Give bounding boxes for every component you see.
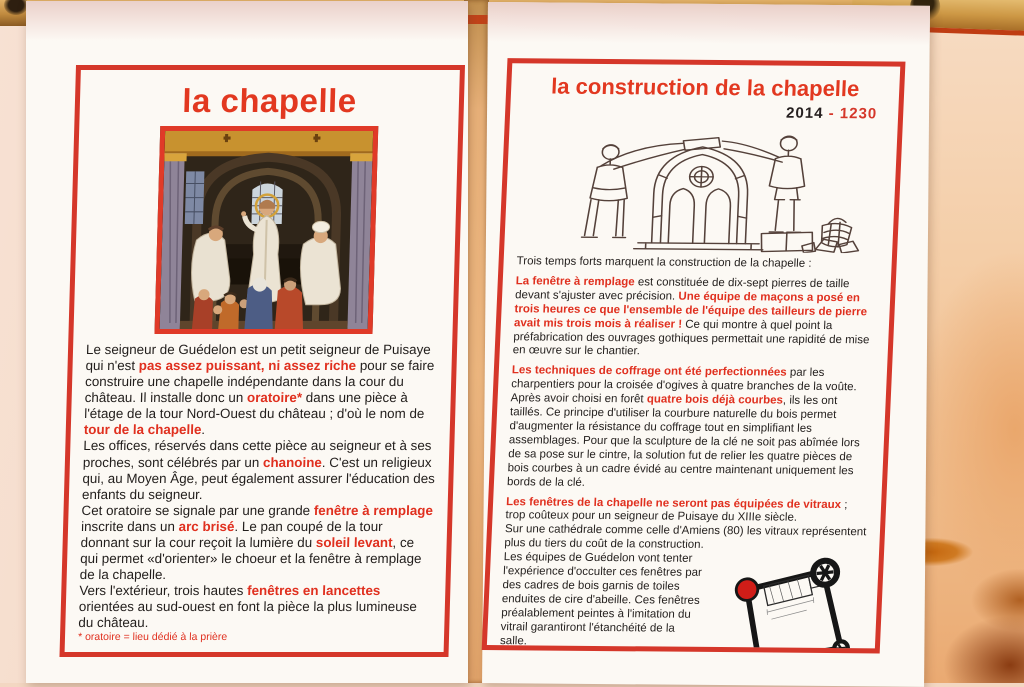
right-poster-title: la construction de la chapelle xyxy=(550,73,860,102)
date-end: 1230 xyxy=(839,105,878,123)
right-poster xyxy=(482,2,930,687)
left-poster xyxy=(26,1,468,683)
window-assembly-sketch-illustration xyxy=(532,122,870,253)
oratoire-footnote: * oratoire = lieu dédié à la prière xyxy=(77,631,228,644)
date-start: 2014 xyxy=(785,104,824,122)
paragraph: Vers l'extérieur, trois hautes fenêtres en lancettes orientées au sud-ouest en font la pièce la plus lumineuse du château. xyxy=(78,583,418,631)
paragraph: La fenêtre à remplage est constituée de dix-sept pierres de taille devant s'ajuster avec précision. Une équipe de maçons a posé en trois heures ce que l'ensemble de l'équipe des tailleurs de pierre avait mis trois mois à réaliser ! Ce qui montre à quel point la préfabrication des ouvrages gothiques permettait une rapidité de mise en œuvre sur le chantier. xyxy=(512,275,870,358)
medieval-miniature-illustration xyxy=(154,126,378,334)
left-poster-frame xyxy=(59,65,465,657)
left-poster-title: la chapelle xyxy=(181,82,358,119)
right-poster-body xyxy=(500,255,879,651)
paragraph: Le seigneur de Guédelon est un petit seigneur de Puisaye qui n'est pas assez puissant, ni assez riche pour se faire construire une chapelle indépendante dans la cour du château. Il installe donc un oratoire* dans une pièce à l'étage de la tour Nord-Ouest du château ; d'où le nom de tour de la chapelle. xyxy=(83,342,435,438)
paragraph-with-plan xyxy=(500,551,866,651)
medieval-miniature-icon xyxy=(159,131,373,329)
paragraph: Trois temps forts marquent la construction de la chapelle : xyxy=(516,255,812,270)
right-poster-frame xyxy=(482,58,906,653)
paragraph: Les techniques de coffrage ont été perfectionnées par les charpentiers pour la croisée d'ogives à quatre branches de la voûte. Après avoir choisi en forêt quatre bois déjà courbes, ils les ont taillés. Ce principe d'utiliser la courbure naturelle du bois permet d'augmenter la résistance du coffrage tout en simplifiant les assemblages. Pour que la sculpture de la clé ne soit pas abîmée lors de sa pose sur le cintre, la solution fut de relier les quatre pièces de bois courbes à un cadre évidé au centre maintenant uniquement les bords de la clé. xyxy=(506,364,861,489)
castle-plan-icon xyxy=(711,555,866,653)
left-poster-body xyxy=(78,342,439,644)
paragraph: Les fenêtres de la chapelle ne seront pas équipées de vitraux ; trop coûteux pour un seigneur de Puisaye du XIIIe siècle. Sur une cathédrale comme celle d'Amiens (80) les vitraux représentent plus du tiers du coût de la construction. xyxy=(504,495,867,552)
window-assembly-sketch-icon xyxy=(532,122,870,253)
paragraph: Cet oratoire se signale par une grande fenêtre à remplage inscrite dans un arc brisé. Le pan coupé de la tour donnant sur la cour reçoit la lumière du soleil levant, ce qui permet «d'orienter» le choeur et la fenêtre à remplage de la chapelle. xyxy=(79,502,434,583)
paragraph-text: Les équipes de Guédelon vont tenter l'expérience d'occulter ces fenêtres par des cadres de bois garnis de toiles enduites de cire d'abeille. Ces fenêtres préalablement peintes à l'imitation du vitrail garantiront l'étanchéité de la salle. xyxy=(499,551,703,647)
construction-dates xyxy=(523,102,878,122)
paragraph: Les offices, réservés dans cette pièce au seigneur et à ses proches, sont célébrés par un chanoine. C'est un religieux qui, au Moyen Âge, peut également assurer l'éducation des enfants du seigneur. xyxy=(81,438,436,502)
date-separator: - xyxy=(828,104,836,123)
castle-plan-diagram xyxy=(711,555,866,653)
